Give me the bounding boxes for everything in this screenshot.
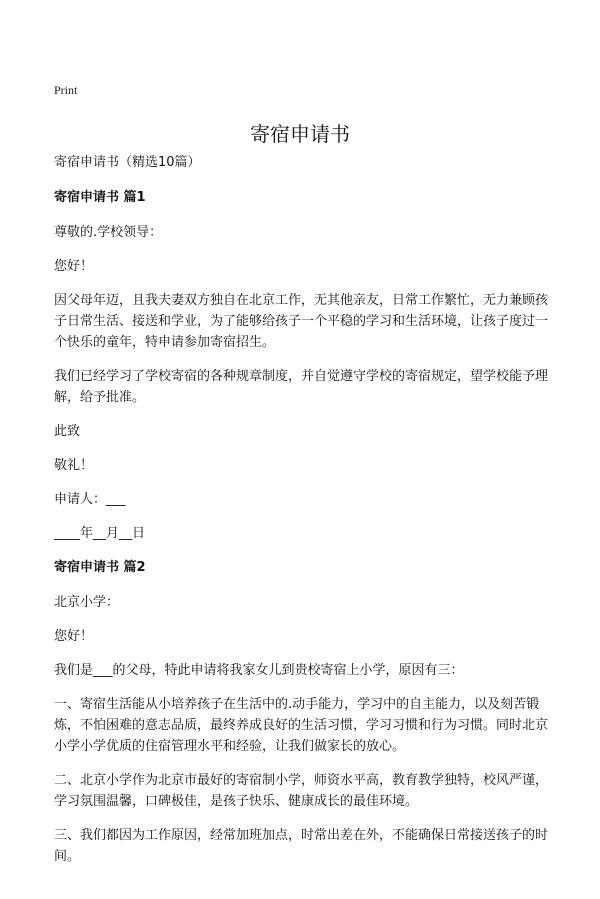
closing-line: 敬礼！: [54, 458, 94, 473]
page-title: 寄宿申请书: [250, 122, 350, 146]
greeting: 您好！: [54, 629, 94, 644]
document-body: [54, 152, 554, 880]
salutation: 尊敬的.学校领导：: [54, 225, 163, 240]
body-paragraph: 三、我们都因为工作原因，经常加班加点，时常出差在外，不能确保日常接送孩子的时间。: [54, 828, 549, 864]
signature-line: 申请人：___: [54, 492, 126, 507]
body-paragraph: 一、寄宿生活能从小培养孩子在生活中的.动手能力，学习中的自主能力，以及刻苦锻炼，不怕困难的意志品质，最终养成良好的生活习惯，学习习惯和行为习惯。同时北京小学小学优质的住宿管理水平和经验，让我们做家长的放心。: [54, 697, 549, 754]
date-line: ____年__月__日: [54, 526, 146, 541]
salutation: 北京小学：: [54, 595, 120, 610]
body-paragraph: 二、北京小学作为北京市最好的寄宿制小学，师资水平高，教育教学独特，校风严谨，学习氛围温馨，口碑极佳，是孩子快乐、健康成长的最佳环境。: [54, 773, 549, 809]
body-paragraph: 我们已经学习了学校寄宿的各种规章制度，并自觉遵守学校的寄宿规定，望学校能予理解，给予批准。: [54, 369, 549, 405]
document-subtitle: 寄宿申请书（精选10篇）: [54, 155, 201, 170]
greeting: 您好！: [54, 259, 94, 274]
section-heading-2: 寄宿申请书 篇2: [54, 560, 146, 575]
body-paragraph: 因父母年迈，且我夫妻双方独自在北京工作，无其他亲友，日常工作繁忙，无力兼顾孩子日常生活、接送和学业，为了能够给孩子一个平稳的学习和生活环境，让孩子度过一个快乐的童年，特申请参加寄宿招生。: [54, 293, 549, 350]
body-paragraph: 我们是___的父母，特此申请将我家女儿到贵校寄宿上小学，原因有三：: [54, 663, 464, 678]
closing-line: 此致: [54, 424, 81, 439]
print-label: Print: [54, 83, 78, 97]
section-heading-1: 寄宿申请书 篇1: [54, 190, 146, 205]
